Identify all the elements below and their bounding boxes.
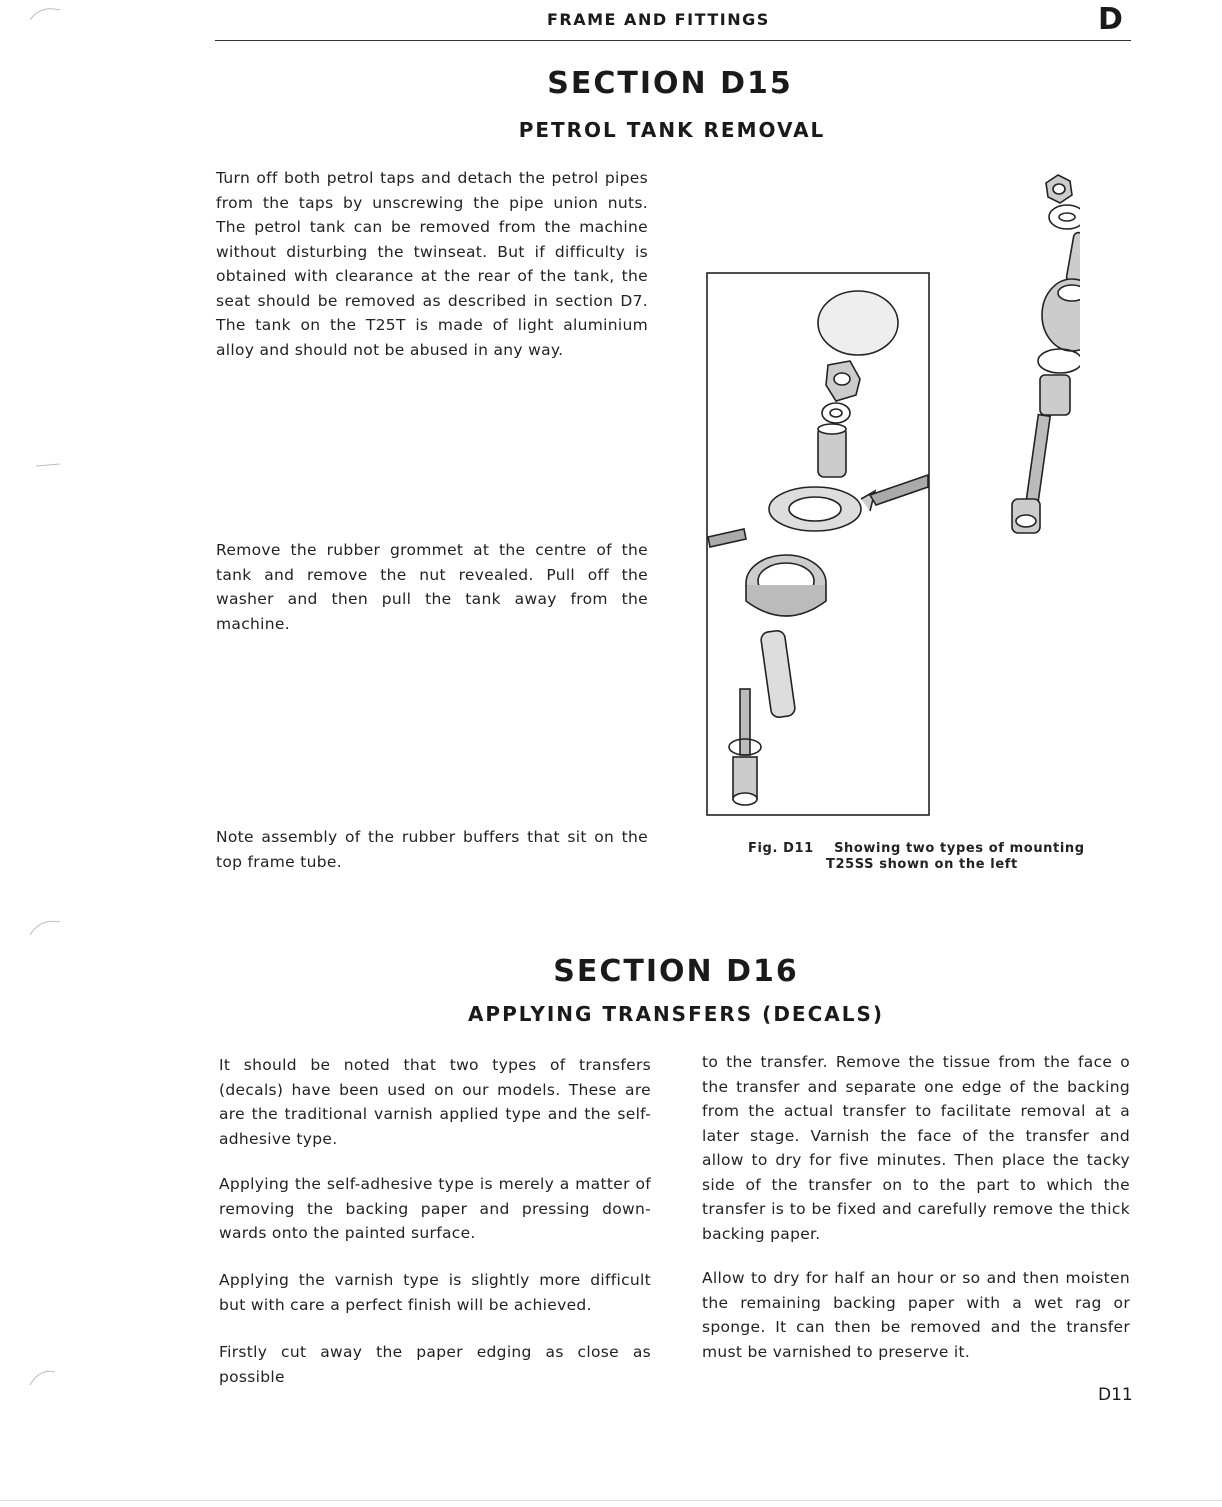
scan-margin-marks <box>0 0 80 1507</box>
section-d15-subtitle: PETROL TANK REMOVAL <box>518 118 826 142</box>
header-rule <box>215 40 1131 41</box>
figure-d11-illustration <box>700 165 1080 825</box>
spacer-right <box>1066 232 1080 284</box>
section-d16-subtitle: APPLYING TRANSFERS (DECALS) <box>467 1002 885 1026</box>
d15-paragraph-2: Remove the rubber grommet at the centre of the tank and remove the nut revealed. Pull off the washer and then pull the tank away from the machine. <box>216 541 648 633</box>
figure-caption-line-2: T25SS shown on the left <box>826 857 1018 872</box>
bolt-left <box>740 689 750 755</box>
page-number: D11 <box>1098 1385 1133 1405</box>
frame-strip-left <box>708 529 746 547</box>
sleeve-right <box>1040 375 1070 415</box>
chapter-letter: D <box>1098 2 1123 37</box>
d16-left-paragraph-1: It should be noted that two types of transfers (decals) have been used on our models. These are are the traditional varnish applied type and the self-adhesive type. <box>219 1056 651 1148</box>
d15-paragraph-1: Turn off both petrol taps and detach the petrol pipes from the taps by unscrewing the pipe union nuts. The petrol tank can be removed from the machine without disturbing the twinseat. But if difficulty is obtained with clearance at the rear of the tank, the seat should be removed as described in section D7. The tank on the T25T is made of light aluminium alloy and should not be abused in any way. <box>216 169 648 359</box>
running-header-title: FRAME AND FITTINGS <box>547 10 770 29</box>
d16-left-paragraph-4: Firstly cut away the paper edging as close as possible <box>219 1343 651 1386</box>
bolt-right <box>1026 415 1050 506</box>
section-d16-title: SECTION D16 <box>553 954 799 989</box>
d16-right-paragraph-2: Allow to dry for half an hour or so and then moisten the remaining backing paper with a wet rag or sponge. It can then be removed and the transfer must be varnished to preserve it. <box>702 1269 1130 1361</box>
scan-bottom-edge <box>0 1500 1222 1501</box>
figure-caption-label: Fig. D11 <box>748 841 814 856</box>
frame-strip-right <box>870 475 928 505</box>
tube-left <box>760 630 796 719</box>
d16-right-paragraph-1: to the transfer. Remove the tissue from the face o the transfer and separate one edge of the backing from the actual transfer to facilitate removal at a later stage. Varnish the face of the transfer and allow to dry for five minutes. Then place the tacky side of the transfer on to the part to which the transfer is to be fixed and carefully remove the thick backing paper. <box>702 1053 1130 1243</box>
washer-left <box>822 403 850 423</box>
d16-left-paragraph-3: Applying the varnish type is slightly more difficult but with care a perfect finish will be achieved. <box>219 1271 651 1314</box>
d15-paragraph-3: Note assembly of the rubber buffers that sit on the top frame tube. <box>216 828 648 871</box>
d16-left-paragraph-2: Applying the self-adhesive type is merely a matter of removing the backing paper and pressing down-wards onto the painted surface. <box>219 1175 651 1242</box>
section-d15-title: SECTION D15 <box>547 66 793 101</box>
grommet-cap <box>818 291 898 355</box>
figure-d11-caption <box>748 840 1085 857</box>
figure-caption-line-1: Showing two types of mounting <box>834 841 1085 856</box>
